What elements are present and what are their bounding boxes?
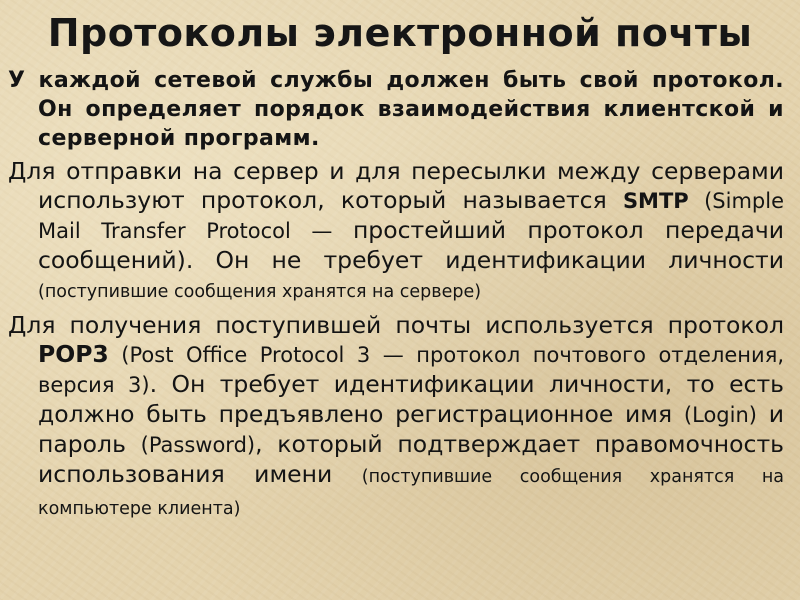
login-term: (Login): [683, 403, 757, 427]
slide-title: Протоколы электронной почты: [47, 11, 753, 55]
pop3-note: (поступившие сообщения хранятся на компьютере клиента): [38, 467, 784, 519]
paragraph-pop3: [8, 311, 784, 524]
pop3-text-4: , который подтверждает правомочность использования имени: [38, 430, 784, 488]
pop3-text-3: и пароль: [38, 400, 784, 458]
pop3-acronym: POP3: [38, 340, 109, 368]
smtp-expansion: (Simple Mail Transfer Protocol —: [38, 189, 784, 243]
password-term: (Password): [140, 433, 256, 457]
pop3-text-2: . Он требует идентификации личности, то есть должно быть предъявлено регистрационное имя: [38, 370, 784, 428]
pop3-expansion: (Post Office Protocol 3 — протокол почтового отделения, версия 3): [38, 343, 784, 397]
smtp-text-2: простейший протокол передачи сообщений). Он не требует идентификации личности: [38, 216, 784, 274]
smtp-acronym: SMTP: [622, 189, 689, 213]
paragraph-smtp: [8, 157, 784, 307]
smtp-text-1: Для отправки на сервер и для пересылки между серверами используют протокол, который называется: [8, 157, 784, 214]
smtp-note: (поступившие сообщения хранятся на сервере): [38, 282, 482, 302]
slide-body: [8, 66, 784, 528]
paragraph-protocol-intro: У каждой сетевой службы должен быть свой протокол. Он определяет порядок взаимодействия клиентской и серверной программ.: [8, 68, 784, 151]
pop3-text-1: Для получения поступившей почты используется протокол: [8, 311, 784, 339]
